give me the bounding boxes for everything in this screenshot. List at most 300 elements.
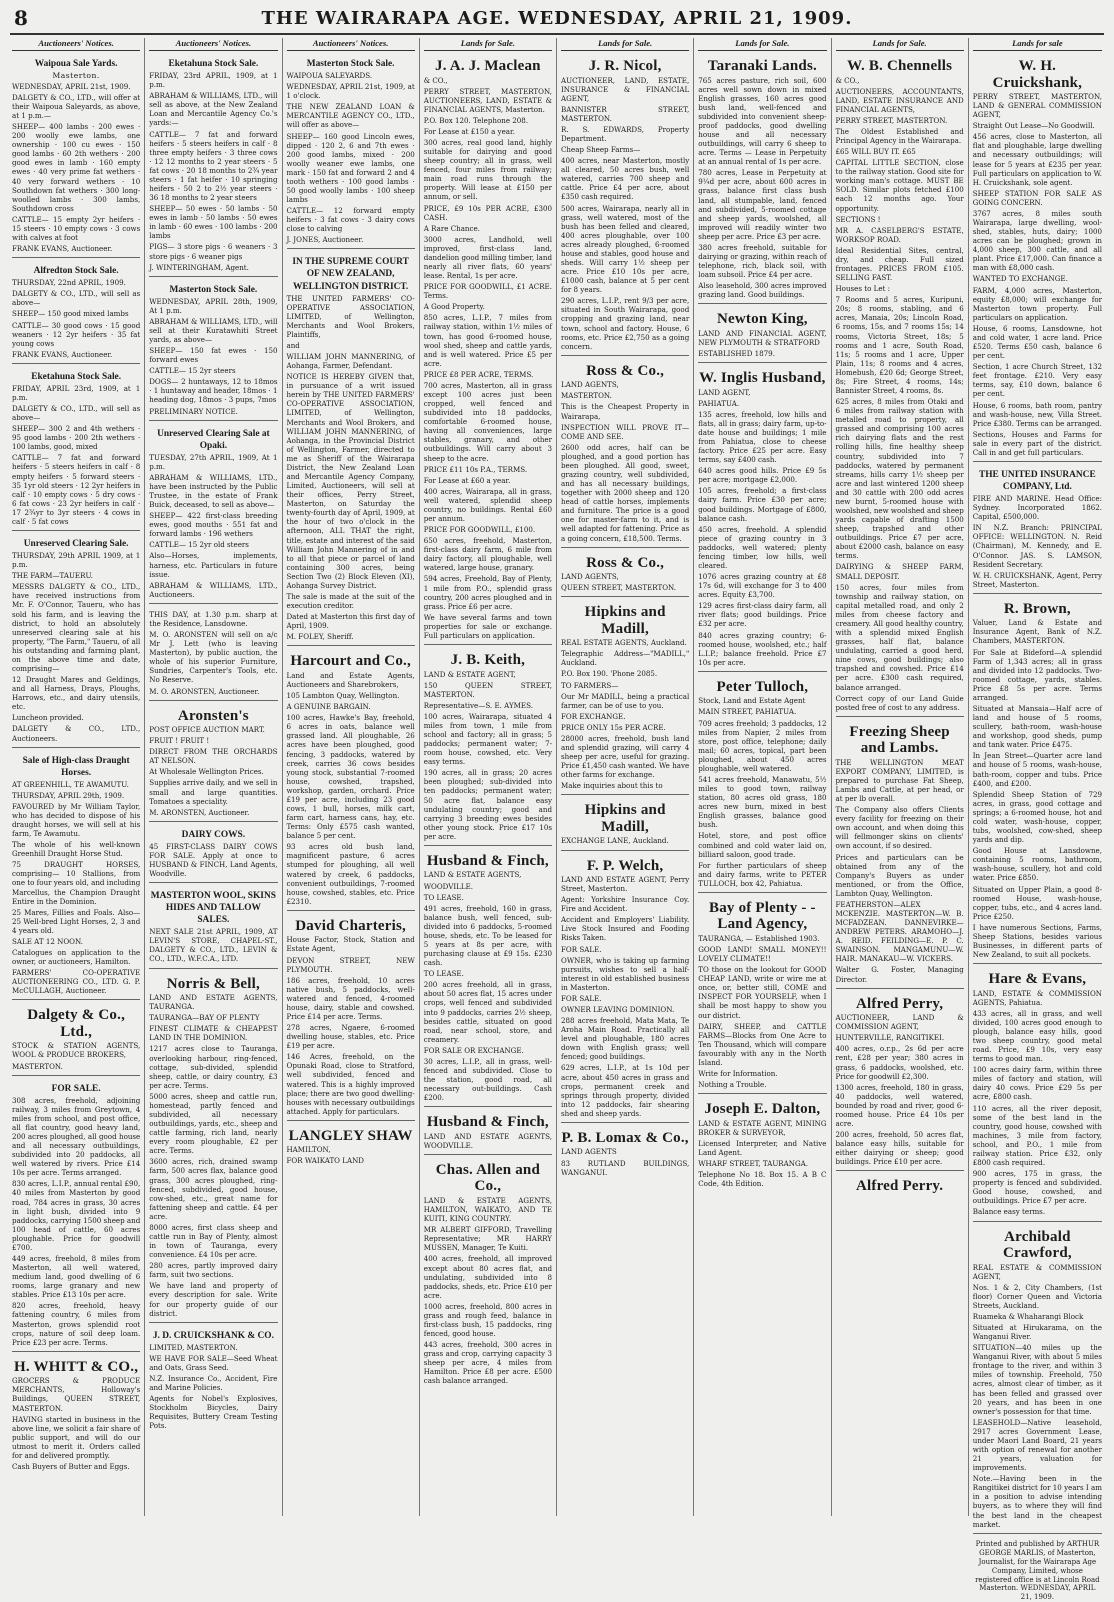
ad-paragraph: 594 acres, Freehold, Bay of Plenty, 1 mile from P.O., splendid grass country, 200 acres ploughed and in grass. Price £6 per acre. bbox=[423, 574, 552, 611]
ad-paragraph: 7 Rooms and 5 acres, Kuripuni, 20s; 8 rooms, stabling, and 6 acres, Manaia, 20s; Lincoln Road, 6 rooms, 15s, and 7 rooms 15s; 14 rooms, Victoria Street, 18s; 5 rooms and 1 acre, South Road, 11s; 5 rooms and 1 acre, Upper Plain, 11s; 8 rooms and 4 acres, Homebush, £20 6d; George Street, 8s; Fire Street, 4 rooms, 14s; Bannister Street, 4 rooms, 8s. bbox=[835, 295, 964, 395]
ad-paragraph: J. WINTERINGHAM, Agent. bbox=[149, 262, 249, 272]
ad-paragraph: 110 acres, all the river deposit, some of the best land in the country, good house, cowshed with machines, 3 mile from factory, school, and P.O., 1 mile from railway station. Price £32, only £800 cash required. bbox=[972, 1103, 1102, 1168]
advertisement bbox=[836, 992, 964, 1172]
ad-place: Masterton. bbox=[52, 71, 100, 81]
ad-paragraph: THURSDAY, 22nd APRIL, 1909. bbox=[12, 278, 126, 288]
ad-paragraph: ABRAHAM & WILLIAMS, LTD., will sell as above, at the New Zealand Loan and Mercantile Agency Co.'s yards:— bbox=[149, 91, 278, 128]
ad-title: MASTERTON WOOL, SKINS HIDES AND TALLOW SALES. bbox=[150, 891, 276, 926]
advertisement bbox=[698, 896, 826, 1094]
ad-paragraph: 8000 acres, first class sheep and cattle run in Bay of Plenty, almost in town of Tauranga, every convenience. £4 10s per acre. bbox=[149, 1222, 278, 1260]
ad-paragraph: TAURANGA, — Established 1903. bbox=[698, 933, 820, 943]
ad-paragraph: 820 acres, freehold, heavy fattening country, 6 miles from Masterton, grows splendid root crops, nature of soil deep loam. Price £23 per acre. Terms. bbox=[12, 1301, 141, 1347]
ad-paragraph: Nothing a Trouble. bbox=[698, 1080, 767, 1090]
ad-paragraph: FRIDAY, 23rd APRIL, 1909, at 1 p.m. bbox=[149, 71, 278, 90]
ad-paragraph: FINEST CLIMATE & CHEAPEST LAND IN THE DOMINION. bbox=[149, 1024, 278, 1043]
ad-paragraph: WEDNESDAY, APRIL 21st, 1909, at 1 o'clock. bbox=[286, 82, 415, 101]
ad-paragraph: SHEEP— 150 good mixed lambs bbox=[12, 309, 129, 319]
advertisement bbox=[973, 465, 1102, 594]
advertisement bbox=[561, 854, 689, 1123]
ad-title: W. H. Cruickshank, bbox=[992, 58, 1083, 91]
ad-paragraph: MAIN STREET, PAHIATUA. bbox=[698, 707, 797, 717]
ad-paragraph: EXCHANGE LANE, Auckland. bbox=[561, 836, 669, 846]
ad-paragraph: DIRECT FROM THE ORCHARDS AT NELSON. bbox=[149, 747, 278, 766]
ad-paragraph: MR ALBERT GIFFORD, Travelling Representative; MR HARRY MUSSEN, Manager, Te Kuiti. bbox=[423, 1225, 552, 1253]
ad-paragraph: Make inquiries about this to bbox=[561, 781, 663, 791]
ad-paragraph: Luncheon provided. bbox=[12, 713, 84, 723]
ad-paragraph: N.Z. Insurance Co., Accident, Fire and Marine Policies. bbox=[149, 1373, 278, 1393]
ad-paragraph: 135 acres, freehold, low hills and flats, all in grass; dairy farm, up-to-date house and buildings; 1 mile from Pahiatua, close to cheese factory. Price £25 per acre. Easy terms, say £400 cash. bbox=[698, 409, 827, 465]
ad-title: Chas. Allen and Co., bbox=[435, 1161, 541, 1195]
ad-paragraph: 75 DRAUGHT HORSES, comprising— 10 Stallions, from one to four years old, and including Marcellus, the Champion Draught Entire in the Dominion. bbox=[12, 860, 141, 906]
ad-paragraph: 1000 acres, freehold, 800 acres in grass and rough feed, balance in first-class bush, 15 paddocks, ring fenced, good house. bbox=[423, 1301, 552, 1339]
advertisement bbox=[12, 751, 140, 1001]
advertisement bbox=[424, 1110, 552, 1155]
ad-paragraph: SITUATION—40 miles up the Wanganui River, with about 5 miles frontage to the river, and within 3 miles of township. Freehold, 750 acres, almost clear of timber, as it has been felled and grassed over 20 years, and has been in one owner's possession for that time. bbox=[972, 1343, 1102, 1416]
columns-container bbox=[8, 38, 1106, 1602]
ad-paragraph: Land and Estate Agents, Auctioneers and Sharebrokers, bbox=[286, 670, 415, 689]
ad-paragraph: THE NEW ZEALAND LOAN & MERCANTILE AGENCY CO., LTD., will offer as above— bbox=[286, 102, 415, 130]
advertisement bbox=[287, 914, 415, 1121]
ad-paragraph: FRIDAY, APRIL 23rd, 1909, at 1 p.m. bbox=[12, 383, 141, 402]
newspaper-title: THE WAIRARAPA AGE. WEDNESDAY, APRIL 21, 1909. bbox=[261, 8, 853, 29]
ad-title: Freezing Sheep and Lambs. bbox=[849, 723, 950, 757]
ad-title: Alfred Perry, bbox=[855, 995, 944, 1012]
ad-paragraph: 190 acres, all in grass; 20 acres been ploughed; sub-divided into ten paddocks; permanent water; 50 acre flat, balance easy undulating country; good and carrying 3 breeding ewes besides other young stock. Price £17 10s per acre. bbox=[423, 768, 552, 841]
ad-paragraph: 300 acres, real good land, highly suitable for dairying and good sheep country; all in grass, well fenced, four miles from railway; main road runs through the property. Will lease at £150 per annum, or sell. bbox=[423, 137, 552, 202]
ad-paragraph: and bbox=[286, 340, 300, 350]
ad-paragraph: 491 acres, freehold, 160 in grass, balance bush, well fenced, sub-divided into 6 paddocks, 5-roomed house, sheds, etc. To be leased for 5 years at 8s per acre, with purchasing clause at £9 15s. £230 cash. bbox=[423, 903, 552, 968]
ad-paragraph: SHEEP STATION FOR SALE AS GOING CONCERN. bbox=[972, 188, 1102, 207]
ad-paragraph: 12 Draught Mares and Geldings, and all Harness, Drays, Ploughs, Harrows, etc., and dairy utensils, etc. bbox=[12, 675, 141, 712]
ad-title: Ross & Co., bbox=[586, 554, 665, 571]
ad-paragraph: PRICE, £9 10s PER ACRE, £300 CASH. bbox=[423, 203, 552, 222]
ad-paragraph: MR A. CASELBERG'S ESTATE, WORKSOP ROAD. bbox=[835, 225, 964, 244]
column-heading: Auctioneers' Notices. bbox=[287, 38, 415, 51]
ad-paragraph: 28000 acres, freehold, bush land and splendid grazing, will carry 4 sheep per acre, useful for grazing. Price £1,450 cash wanted. We have other farms for exchange. bbox=[561, 733, 690, 780]
ad-paragraph: I have numerous Sections, Farms, Sheep Stations, besides various Businesses, in different parts of New Zealand, to suit all pockets. bbox=[972, 922, 1102, 960]
ad-paragraph: The whole of his well-known Greenhill Draught Horse Stud. bbox=[12, 840, 141, 859]
ad-paragraph: M. O. ARONSTEN, Auctioneer. bbox=[149, 686, 260, 696]
ad-title: Aronsten's bbox=[177, 707, 249, 724]
ad-title: Ross & Co., bbox=[586, 362, 665, 379]
ad-paragraph: STOCK & STATION AGENTS, WOOL & PRODUCE BROKERS, bbox=[12, 1041, 141, 1060]
ad-paragraph: LAND & ESTATE AGENTS, HAMILTON, WAIKATO, AND TE KUITI, KING COUNTRY. bbox=[423, 1195, 552, 1224]
ad-paragraph: CATTLE— 30 good cows · 15 good weaners · 12 2yr heifers · 35 fat young cows bbox=[12, 320, 141, 348]
ad-paragraph: AUCTIONEER, LAND, ESTATE, INSURANCE & FINANCIAL AGENT, bbox=[561, 75, 690, 103]
ad-title: LANGLEY SHAW bbox=[288, 1127, 413, 1144]
ad-paragraph: LAND & ESTATE AGENT, MINING BROKER & SURVEYOR, bbox=[698, 1118, 827, 1137]
ad-paragraph: LAND AGENTS, bbox=[561, 380, 619, 390]
ad-paragraph: CATTLE— 7 fat and forward heifers · 5 steers heifers in calf · 8 three empty heifers · 3 three cows · 12 12 months to 2 year steers · 5 fat cows · 20 18 months to 2¾ year steers · 1 fat heifer · 10 springing heifers · 50 2 to 2½ year steers · 36 18 months to 2 year steers bbox=[149, 129, 278, 203]
ad-paragraph: FIRE AND MARINE. Head Office: Sydney. Incorporated 1862. Capital, £500,000. bbox=[972, 494, 1102, 522]
ad-title: J. A. J. Maclean bbox=[435, 58, 541, 74]
ad-title: Masterton Stock Sale. bbox=[169, 284, 258, 295]
advertisement bbox=[424, 849, 552, 1107]
ad-paragraph: LAND & ESTATE AGENTS, bbox=[423, 870, 522, 880]
ad-paragraph: Section, 1 acre Church Street, 132 feet frontage. £210. Very easy terms, say, £10 down, balance 6 per cent. bbox=[972, 362, 1102, 399]
ad-paragraph: 640 acres good hills. Price £9 5s per acre; mortgage £2,000. bbox=[698, 466, 827, 485]
ad-paragraph: 541 acres freehold, Manawatu, 5½ miles to good town, railway station, 80 acres old grass, 180 acres new burn, mixed in best English grasses, balance good bush. bbox=[698, 775, 827, 830]
ad-title: Newton King, bbox=[717, 311, 808, 328]
advertisement bbox=[561, 600, 689, 795]
ad-paragraph: TO LEASE. bbox=[423, 892, 464, 902]
ad-title: J. R. Nicol, bbox=[588, 58, 662, 74]
ad-title: Masterton Stock Sale. bbox=[306, 59, 395, 69]
ad-paragraph: 709 acres freehold; 3 paddocks, 12 miles from Napier, 2 miles from store, post office, telephone; daily mail; 60 acres, topical, part been ploughed, about 450 acres ploughable, well watered. bbox=[698, 718, 827, 773]
ad-paragraph: PRICE FOR GOODWILL, £100. bbox=[423, 525, 536, 535]
ad-title: Eketahuna Stock Sale. bbox=[31, 371, 122, 382]
ad-paragraph: THE WELLINGTON MEAT EXPORT COMPANY, LIMITED, is prepared to purchase Fat Sheep, Lambs and Cattle, at per head, or at per lb overall. bbox=[835, 757, 964, 804]
ad-paragraph: BANNISTER STREET, MASTERTON. bbox=[561, 104, 690, 123]
ad-paragraph: Hotel, store, and post office combined and cold water laid on, billiard saloon, good trade. bbox=[698, 831, 827, 859]
ad-paragraph: IN N.Z. Branch: PRINCIPAL OFFICE: WELLINGTON. N. Reid (Chairman), M. Kennedy, and E. O'Connor. JAS. S. LAMSON, Resident Secretary. bbox=[972, 523, 1102, 569]
ad-title: J. B. Keith, bbox=[450, 652, 526, 669]
advertisement bbox=[149, 424, 277, 604]
ad-title: IN THE SUPREME COURT OF NEW ZEALAND, WELLINGTON DISTRICT. bbox=[292, 257, 409, 292]
column-heading: Auctioneers' Notices. bbox=[149, 38, 277, 51]
ad-paragraph: DEVON STREET, NEW PLYMOUTH. bbox=[286, 955, 415, 974]
ad-paragraph: 400 acres, near Masterton, mostly all cleared, 50 acres bush, well watered, carries 700 sheep and cattle. Price £4 per acre, about £350 cash required. bbox=[561, 156, 690, 202]
advertisement bbox=[287, 54, 415, 249]
ad-paragraph: Agent: Yorkshire Insurance Coy. Fire and Accident. bbox=[561, 895, 690, 914]
advertisement bbox=[287, 1124, 415, 1170]
ad-paragraph: NEXT SALE 21st APRIL, 1909, AT LEVIN'S STORE, CHAPEL-ST., DALGETY & CO., LTD., LEVIN & CO., LTD., W.F.C.A., LTD. bbox=[149, 927, 278, 964]
ad-title: Unreserved Clearing Sale at Opaki. bbox=[157, 428, 270, 451]
ad-paragraph: 400 acres, freehold, all improved except about 80 acres flat, and undulating, subdivided into 8 paddocks, sheds, etc. Price £10 per acre. bbox=[423, 1254, 552, 1300]
ad-paragraph: J. JONES, Auctioneer. bbox=[286, 235, 364, 245]
ad-paragraph: This is the Cheapest Property in Wairarapa, bbox=[561, 402, 690, 421]
column-heading: Lands for Sale. bbox=[561, 38, 689, 51]
ad-title: THE UNITED INSURANCE COMPANY, Ltd. bbox=[979, 469, 1096, 492]
newspaper-column bbox=[8, 38, 145, 1516]
advertisement bbox=[973, 54, 1102, 462]
ad-title: Archibald Crawford, bbox=[1002, 1228, 1072, 1261]
advertisement bbox=[836, 54, 964, 717]
ad-paragraph: NOTICE IS HEREBY GIVEN that, in pursuance of a writ issued herein by THE UNITED FARMERS' CO-OPERATIVE ASSOCIATION, LIMITED, of Wellington, Merchants and Wool Brokers, and WILLIAM JOHN MANNERING, of Aohanga, in the Provincial District of Wellington, Farmer, directed to me as Sheriff of the Wairarapa District, the New Zealand Loan and Mercantile Agency Company, Limited, Auctioneers, will sell at their offices, Perry Street, Masterton, on Saturday the twenty-fourth day of April, 1909, at the hour of two o'clock in the afternoon, ALL THAT the right, title, estate and interest of the said William John Mannering of in and to all that piece or parcel of land containing 300 acres, being Section Two (2) Block Eleven (XI), Aohanga Survey District. bbox=[286, 372, 415, 590]
advertisement bbox=[561, 551, 689, 598]
ad-paragraph: Situated at Hirukarama, on the Wanganui River. bbox=[972, 1322, 1102, 1342]
ad-paragraph: 433 acres, all in grass, and well divided, 100 acres good enough to plough, balance easy hills, good two sheep country, good metal road. Price, £9 10s, very easy terms to good man. bbox=[972, 1008, 1102, 1064]
ad-paragraph: 1217 acres close to Tauranga, overlooking harbour, ring-fenced, cottage, sub-divided, splendid sheep, cattle, or dairy country, £3 per acre. Terms. bbox=[149, 1044, 278, 1090]
ad-title: Joseph E. Dalton, bbox=[704, 1101, 821, 1118]
ad-paragraph: PERRY STREET, MASTERTON. bbox=[835, 115, 948, 125]
advertisement bbox=[12, 1355, 140, 1475]
ad-paragraph: OWNER LEAVING DOMINION. bbox=[561, 1005, 675, 1015]
ad-paragraph: 280 acres, partly improved dairy farm, suit two sections. bbox=[149, 1261, 278, 1280]
ad-paragraph: ESTABLISHED 1879. bbox=[698, 349, 775, 359]
ad-title: Harcourt and Co., bbox=[290, 653, 411, 670]
ad-title: Unreserved Clearing Sale. bbox=[23, 539, 129, 550]
advertisement bbox=[149, 886, 277, 968]
ad-paragraph: HUNTERVILLE, RANGITIKEI. bbox=[835, 1033, 945, 1043]
advertisement bbox=[149, 607, 277, 701]
ad-paragraph: 30 acres, L.I.P., all in grass, well-fenced and subdivided. Close to the station, good road, all necessary out-buildings. Cash £200. bbox=[423, 1056, 552, 1103]
advertisement bbox=[424, 648, 552, 846]
ad-paragraph: W. H. CRUICKSHANK, Agent, Perry Street, Masterton. bbox=[972, 570, 1102, 589]
ad-paragraph: 900 acres, 175 in grass, the property is fenced and subdivided. Good house, cowshed, and outbuildings. Price £7 per acre. bbox=[972, 1169, 1102, 1206]
ad-paragraph: PRICE ONLY 15s PER ACRE. bbox=[561, 722, 666, 732]
ad-paragraph: 5000 acres, sheep and cattle run, homestead, partly fenced and subdivided, all necessary outbuildings, yards, etc., sheep and cattle farming, rich land, nearly every room ploughable, £2 per acre. Terms. bbox=[149, 1091, 278, 1156]
newspaper-column bbox=[420, 38, 557, 1516]
ad-paragraph: 765 acres pasture, rich soil, 600 acres well sown down in mixed English grasses, 160 acres good bush land, well-fenced and subdivided into convenient sheep-proof paddocks, good dwelling house and all necessary outbuildings, will carry 6 sheep to acre. Terms — Lease in Perpetuity at an annual rental of 1s per acre. bbox=[698, 75, 827, 167]
ad-paragraph: The sale is made at the suit of the execution creditor. bbox=[286, 592, 415, 611]
advertisement bbox=[698, 1097, 826, 1192]
ad-paragraph: House, 6 rooms, Lansdowne, hot and cold water, 1 acre land. Price £520. Terms £50 cash, balance 6 per cent. bbox=[972, 323, 1102, 361]
ad-paragraph: 400 acres, Wairarapa, all in grass, well watered, splendid sheep country, no buildings. Rental £60 per annum. bbox=[423, 486, 552, 524]
ad-title: Hipkins and Madill, bbox=[584, 802, 666, 835]
ad-paragraph: Also—Horses, implements, harness, etc. Particulars in future issue. bbox=[149, 551, 278, 579]
ad-title: Waipoua Sale Yards. bbox=[34, 59, 118, 69]
ad-paragraph: TO FARMERS— bbox=[561, 680, 619, 690]
ad-paragraph: Accident and Employers' Liability. Live Stock Insured and Fooding Risks Taken. bbox=[561, 915, 690, 943]
ad-paragraph: TAURANGA—BAY OF PLENTY bbox=[149, 1013, 260, 1023]
ad-paragraph: WHARF STREET, TAURANGA. bbox=[698, 1159, 809, 1168]
advertisement bbox=[561, 1126, 689, 1181]
ad-title: Dalgety & Co., Ltd., bbox=[27, 1007, 126, 1040]
newspaper-column bbox=[969, 38, 1106, 1602]
ad-paragraph: LAND AGENTS, bbox=[561, 572, 619, 582]
ad-paragraph: DALGETY & CO., LTD., will sell as above— bbox=[12, 289, 141, 308]
ad-paragraph: A Good Property. bbox=[423, 302, 485, 312]
advertisement bbox=[12, 54, 140, 258]
ad-paragraph: Supplies arrive daily, and we sell in small and large quantities. Tomatoes a speciality. bbox=[149, 778, 278, 806]
ad-paragraph: FRANK EVANS, Auctioneer. bbox=[12, 244, 113, 254]
ad-paragraph: FOR WAIKATO LAND bbox=[286, 1156, 364, 1166]
ad-paragraph: M. FOLEY, Sheriff. bbox=[286, 632, 354, 642]
advertisement bbox=[698, 54, 826, 304]
ad-paragraph: GOOD LAND! SMALL MONEY!! LOVELY CLIMATE!! bbox=[698, 945, 827, 964]
ad-paragraph: Note.—Having been in the Rangitikei district for 10 years I am in a position to advise intending buyers, as to where they will find the best land in the cheapest market. bbox=[972, 1474, 1102, 1529]
ad-title: Sale of High-class Draught Horses. bbox=[22, 755, 130, 778]
ad-paragraph: DALGETY & CO., LTD., will sell as above— bbox=[12, 404, 141, 423]
ad-title: W. B. Chennells bbox=[847, 58, 953, 74]
ad-paragraph: THE FARM—TAUERU. bbox=[12, 571, 94, 581]
ad-paragraph: 146 Acres, freehold, on the Opunaki Road, close to Stratford, well subdivided, fenced and watered. This is a highly improved place; there are two good dwelling-houses with necessary outbuildings attached. Apply for particulars. bbox=[286, 1052, 415, 1116]
masthead-rule bbox=[10, 33, 1104, 35]
ad-paragraph: 45 FIRST-CLASS DAIRY COWS FOR SALE. Apply at once to HUSBAND & FINCH, Land Agents, Woodville. bbox=[149, 841, 278, 879]
ad-paragraph: FARMERS' CO-OPERATIVE AUCTIONEERING CO., LTD. G. P. McCULLAGH, Auctioneer. bbox=[12, 968, 141, 996]
advertisement bbox=[149, 1326, 277, 1435]
ad-paragraph: FEATHERSTON—ALEX MCKENZIE. MASTERTON—W. B. MCFADZEAN. DANNEVIRKE—ANDREW PETERS. ARAMOHO—J. A. REID. FEILDING—E. P. C. SWAINSON. MANGAMUNU—W. HAIR. MANAKAU—W. VICKERS. bbox=[835, 899, 964, 964]
advertisement bbox=[287, 252, 415, 646]
ad-paragraph: Walter G. Foster, Managing Director. bbox=[835, 965, 964, 984]
ad-paragraph: LAND AGENT, bbox=[698, 387, 751, 397]
ad-paragraph: QUEEN STREET, MASTERTON. bbox=[561, 583, 677, 593]
ad-paragraph: Sections, Houses and Farms for sale in every part of the district. Call in and get full particulars. bbox=[972, 429, 1102, 457]
ad-paragraph: 450 acres, freehold. A splendid piece of grazing country in 3 paddocks, well watered; plenty fencing timber, low hills, well cleared. bbox=[698, 524, 827, 571]
ad-paragraph: WE HAVE FOR SALE—Seed Wheat and Oats, Grass Seed. bbox=[149, 1353, 278, 1372]
ad-paragraph: Cash Buyers of Butter and Eggs. bbox=[12, 1461, 130, 1471]
ad-paragraph: TUESDAY, 27th APRIL, 1909, At 1 p.m. bbox=[149, 452, 278, 471]
ad-paragraph: Agents for Nobel's Explosives, Stockholm Bicycles, Dairy Requisites, Buttery Cream Testing Pots. bbox=[149, 1394, 278, 1431]
ad-paragraph: 400 acres, o.r.p., 2s 6d per acre rent, £28 per year; 380 acres in grass, 6 paddocks, woolshed, etc. Price for goodwill £2,300. bbox=[835, 1044, 964, 1081]
advertisement bbox=[836, 720, 964, 989]
ad-paragraph: House, 6 rooms, bath room, pantry and wash-house, new, Villa Street. Price £380. Terms can be arranged. bbox=[972, 400, 1102, 428]
ad-paragraph: 625 acres, 8 miles from Otaki and 6 miles from railway station with metalled road to property, all grassed and comprising 100 acres rich dairying flats and the rest rolling hills, fine healthy sheep country, subdivided into 7 paddocks, watered by permanent streams, hills carry 1½ sheep per acre and last wintered 1200 sheep and 30 cattle with 200 odd acres new burnt, 5-roomed house with woolshed, new woolshed and sheep yards capable of drafting 1500 sheep, trapshed and other outbuildings. Price £7 per acre, about £2000 cash, balance on easy terms. bbox=[835, 397, 964, 561]
ad-paragraph: Valuer, Land & Estate and Insurance Agent, Bank of N.Z. Chambers, MASTERTON. bbox=[972, 618, 1102, 646]
ad-paragraph: 278 acres, Ngaere, 6-roomed dwelling house, stables, etc. Price £19 per acre. bbox=[286, 1023, 415, 1051]
ad-title: Taranaki Lands. bbox=[707, 58, 817, 74]
ad-paragraph: 3600 acres, rich, drained swamp farm, 500 acres flax, balance good grass, 300 acres ploughed, ring-fenced, subdivided, good house, cow-shed, etc., great name for fattening sheep and cattle. £4 per acre. bbox=[149, 1157, 278, 1221]
ad-paragraph: DAIRY, SHEEP, and CATTLE FARMS—Blocks from One Acre to Ten Thousand, which will compare favourably with any in the North Island. bbox=[698, 1021, 827, 1067]
ad-paragraph: REAL ESTATE & COMMISSION AGENT, bbox=[972, 1262, 1102, 1281]
ad-paragraph: HAVING started in business in the above line, we solicit a fair share of public support, and will do our utmost to merit it. Orders called for and delivered promptly. bbox=[12, 1414, 141, 1460]
ad-paragraph: R. S. EDWARDS, Property Department. bbox=[561, 124, 690, 143]
ad-paragraph: LAND AND ESTATE AGENT, Perry Street, Masterton. bbox=[561, 875, 690, 894]
ad-paragraph: PRICE £8 PER ACRE, TERMS. bbox=[423, 369, 534, 379]
ad-paragraph: MASTERTON. bbox=[12, 1061, 63, 1071]
newspaper-column bbox=[283, 38, 420, 1516]
ad-paragraph: The Company also offers Clients every facility for freezing on their own account, and when doing this will fellmonger skins on clients' own account, if so desired. bbox=[835, 805, 964, 851]
ad-paragraph: DALGETY & CO., LTD., will offer at their Waipoua Saleyards, as above, at 1 p.m.— bbox=[12, 92, 141, 120]
ad-title: P. B. Lomax & Co., bbox=[561, 1129, 689, 1146]
ad-paragraph: 380 acres freehold, suitable for dairying or grazing, within reach of telephone, rich, black soil, with loam subsoil. Price £4 per acre. bbox=[698, 242, 827, 280]
ad-paragraph: WEDNESDAY, APRIL 21st, 1909. bbox=[12, 81, 131, 91]
ad-paragraph: 100 acres, Wairarapa, situated 4 miles from town, 1 mile from school and factory; all in grass; 5 paddocks; permanent water; 7-room house, cowshed, etc. Very easy terms. bbox=[423, 711, 552, 767]
ad-paragraph: FOR SALE. bbox=[561, 944, 602, 954]
ad-paragraph: AT GREENHILL, TE AWAMUTU. bbox=[12, 779, 129, 789]
ad-paragraph: The Oldest Established and Principal Agency in the Wairarapa. bbox=[835, 126, 964, 145]
ad-paragraph: THIS DAY, at 1.30 p.m. sharp at the Residence, Lansdowne. bbox=[149, 609, 278, 628]
ad-paragraph: For Lease at £60 a year. bbox=[423, 475, 511, 485]
advertisement bbox=[698, 307, 826, 363]
column-heading: Lands for sale bbox=[973, 38, 1102, 51]
ad-paragraph: SHEEP— 422 first-class breeding ewes, good mouths · 551 fat and forward lambs · 196 wethers bbox=[149, 511, 278, 539]
ad-paragraph: Telephone No 18. Box 15. A B C Code, 4th Edition. bbox=[698, 1170, 827, 1189]
ad-paragraph: OWNER, who is taking up farming pursuits, wishes to sell a half-interest in old established business in Masterton. bbox=[561, 955, 690, 992]
ad-paragraph: 700 acres, Masterton, all in grass except 100 acres just been cropped, well fenced and subdivided into 18 paddocks, comfortable 6-roomed house, having all conveniences, large stables, granary, and other outbuildings. Will carry about 3 sheep to the acre. bbox=[423, 380, 552, 463]
ad-paragraph: 443 acres, freehold, 300 acres in grass and crop, carrying capacity 3 sheep per acre, 4 miles from Hamilton. Price £8 per acre. £500 cash balance arranged. bbox=[423, 1340, 552, 1386]
advertisement bbox=[12, 1079, 140, 1352]
ad-paragraph: AUCTIONEER, LAND & COMMISSION AGENT, bbox=[835, 1013, 964, 1032]
advertisement bbox=[973, 597, 1102, 964]
ad-paragraph: Licensed Interpreter, and Native Land Agent. bbox=[698, 1138, 827, 1157]
ad-paragraph: PRICE FOR GOODWILL, £1 ACRE. Terms. bbox=[423, 282, 552, 301]
ad-paragraph: FRANK EVANS, Auctioneer. bbox=[12, 349, 113, 359]
ad-paragraph: LAND AND ESTATE AGENTS, TAURANGA. bbox=[149, 993, 278, 1012]
ad-title: Alfred Perry. bbox=[855, 1178, 944, 1195]
advertisement bbox=[698, 675, 826, 893]
ad-paragraph: Our Mr MADILL, being a practical farmer, can be of use to you. bbox=[561, 691, 690, 710]
ad-title: Husband & Finch, bbox=[426, 1114, 549, 1131]
advertisement bbox=[973, 1225, 1102, 1534]
ad-paragraph: SHEEP— 400 lambs · 200 ewes · 200 woolly ewe lambs, one ownership · 100 cu ewes · 150 good lambs · 60 2th wethers · 200 good ewes in lamb · 160 empty ewes · 40 very prime fat wethers · 40 very forward wethers · 10 Southdown fat wethers · 300 long-woolled lambs · 300 lambs, Southdown cross bbox=[12, 122, 141, 213]
ad-paragraph: For Sale at Bideford—A splendid Farm of 1,343 acres; all in grass and divided into 12 paddocks. Two-roomed cottage, yards, stables. Price £8 5s per acre. Terms arranged. bbox=[972, 647, 1102, 702]
ad-paragraph: 129 acres first-class dairy farm, all river flats; good buildings. Price £32 per acre. bbox=[698, 601, 827, 629]
ad-paragraph: Cheap Sheep Farms— bbox=[561, 145, 641, 155]
ad-paragraph: FOR EXCHANGE. bbox=[561, 711, 626, 721]
ad-paragraph: For further particulars of sheep and dairy farms, write to PETER TULLOCH, box 42, Pahiatua. bbox=[698, 860, 827, 888]
column-heading: Lands for Sale. bbox=[698, 38, 826, 51]
ad-paragraph: PAHIATUA. bbox=[698, 398, 740, 408]
ad-paragraph: 3000 acres, Landhold, well improved, first-class land, dandelion good milling timber, land nearly all river flats, 60 years' lease. Rental, 1s per acre. bbox=[423, 234, 552, 281]
advertisement bbox=[424, 1158, 552, 1390]
ad-paragraph: FOR SALE. bbox=[561, 993, 602, 1003]
ad-paragraph: 150 QUEEN STREET, MASTERTON. bbox=[423, 680, 552, 699]
ad-paragraph: At Wholesale Wellington Prices. bbox=[149, 767, 264, 777]
advertisement bbox=[973, 967, 1102, 1221]
ad-paragraph: REAL ESTATE AGENTS, Auckland. bbox=[561, 638, 687, 648]
ad-paragraph: Situated on Upper Plain, a good 8-roomed House, wash-house, copper, tubs, etc., and 4 acres land. Price £250. bbox=[972, 884, 1102, 921]
ad-title: FOR SALE. bbox=[51, 1083, 101, 1094]
ad-paragraph: HAMILTON, bbox=[286, 1145, 331, 1155]
ad-paragraph: 500 acres, Wairarapa, nearly all in grass, well watered, most of the bush has been felled and cleared, 400 acres ploughable, over 100 acres already ploughed, 6-roomed house and stables, good house and sheds. Will carry 1½ sheep per acre. Price £10 10s per acre, £1000 cash, balance at 5 per cent for 8 years. bbox=[561, 203, 690, 295]
ad-paragraph: In Jean Street—Quarter acre land and house of 5 rooms, wash-house, bath-room, copper and tubs. Price £400, and £200. bbox=[972, 751, 1102, 788]
ad-title: Peter Tulloch, bbox=[716, 678, 809, 695]
ad-paragraph: ABRAHAM & WILLIAMS, LTD., Auctioneers. bbox=[149, 580, 278, 599]
ad-paragraph: WILLIAM JOHN MANNERING, of Aohanga, Farmer, Defendant. bbox=[286, 352, 415, 371]
ad-paragraph: PERRY STREET, MASTERTON, AUCTIONEERS, LAND, ESTATE & FINANCIAL AGENTS, Masterton. bbox=[423, 86, 552, 114]
ad-paragraph: 93 acres old bush land, magnificent pasture, 6 acres stumped for ploughing, all well watered by creek, 6 paddocks, convenient outbuildings, 7-roomed house, cowshed, stables, etc. Price £2310. bbox=[286, 842, 415, 906]
ad-paragraph: DOGS— 2 huntaways, 12 to 18mos · 1 huntaway and header, 18mos · 1 heading dog, 18mos · 3 pups, 7mos bbox=[149, 377, 278, 405]
ad-paragraph: CATTLE— 15 empty 2yr heifers · 15 steers · 10 empty cows · 3 cows with calves at foot bbox=[12, 214, 141, 242]
column-heading: Lands for Sale. bbox=[424, 38, 552, 51]
ad-paragraph: Stock, Land and Estate Agent bbox=[698, 696, 806, 706]
ad-paragraph: 830 acres, L.I.P., annual rental £90, 40 miles from Masterton by good road, 784 acres in grass, 30 acres in light bush, divided into 9 paddocks, carrying 1500 sheep and 100 head of cattle, 60 acres ploughable. Price for goodwill £700. bbox=[12, 1179, 141, 1252]
ad-paragraph: P.O. Box 120. Telephone 208. bbox=[423, 115, 529, 125]
ad-paragraph: Good House at Lansdowne, containing 5 rooms, bathroom, wash-house, scullery, hot and cold water. Price £850. bbox=[972, 846, 1102, 883]
newspaper-column bbox=[694, 38, 831, 1516]
ad-paragraph: 449 acres, freehold, 8 miles from Masterton, all well watered, medium land, good dwelling of 6 rooms, large granary and new stables. Price £13 10s per acre. bbox=[12, 1253, 141, 1300]
ad-paragraph: 25 Mares, Fillies and Foals. Also— 25 Well-bred Light Horses, 2, 3 and 4 years old. bbox=[12, 907, 141, 935]
ad-paragraph: CATTLE— 15 2yr old steers bbox=[149, 540, 249, 550]
ad-paragraph: CATTLE— 15 2yr steers bbox=[149, 366, 236, 376]
ad-title: R. Brown, bbox=[1003, 600, 1071, 617]
ad-paragraph: INSPECTION WILL PROVE IT—COME AND SEE. bbox=[561, 422, 690, 441]
advertisement bbox=[12, 261, 140, 364]
ad-title: Husband & Finch, bbox=[426, 852, 549, 869]
ad-paragraph: Splendid Sheep Station of 729 acres, in grass, good cottage and springs; a 6-roomed house, hot and cold water, wash-house, copper, tubs, woolshed, cow-shed, sheep yards and dip. bbox=[972, 789, 1102, 845]
ad-paragraph: 100 acres, Hawke's Bay, freehold, 6 acres in oats, balance well grassed land. All ploughable, 26 acres have been ploughed, good fencing, 3 paddocks, watered by creek, carries 36 cows besides young stock, substantial 7-roomed house, cowshed, trapshed, workshop, garden, orchard. Price £19 per acre, including 23 good cows, 1 bull, horses, milk cart, farm cart, harness cans, hay, etc. Terms: Only £575 cash wanted, balance 5 per cent. bbox=[286, 713, 415, 841]
ad-paragraph: PRELIMINARY NOTICE. bbox=[149, 406, 238, 416]
advertisement bbox=[561, 359, 689, 548]
advertisement bbox=[12, 1003, 140, 1075]
ad-title: Hipkins and Madill, bbox=[584, 604, 666, 637]
ad-paragraph: WANTED TO EXCHANGE. bbox=[972, 274, 1068, 284]
ad-paragraph: 200 acres, freehold, 50 acres flat, balance easy hills, suitable for either dairying or sheep; good buildings. Price £10 per acre. bbox=[835, 1130, 964, 1167]
ad-paragraph: LAND AND ESTATE AGENTS, WOODVILLE. bbox=[423, 1131, 552, 1150]
ad-paragraph: A Rare Chance. bbox=[423, 223, 480, 233]
ad-paragraph: MASTERTON. bbox=[561, 391, 612, 401]
ad-paragraph: THE UNITED FARMERS' CO-OPERATIVE ASSOCIATION, LIMITED, of Wellington, Merchants and Wool Brokers, Plaintiffs, bbox=[286, 293, 415, 339]
masthead bbox=[0, 0, 1114, 34]
ad-paragraph: CATTLE— 7 fat and forward heifers · 5 steers heifers in calf · 8 empty heifers · 5 forward steers · 35 1yr old steers · 12 2yr heifers in calf · 10 empty cows · 5 dry cows · 6 fat cows · 23 2yr heifers in calf · 17 2¾yr to 3yr steers · 4 cows in calf · 5 fat cows bbox=[12, 453, 141, 526]
ad-paragraph: Correct copy of our Land Guide posted free of cost to any address. bbox=[835, 693, 964, 712]
ad-title: David Charteris, bbox=[295, 917, 406, 934]
advertisement bbox=[149, 704, 277, 822]
advertisement bbox=[149, 972, 277, 1323]
ad-paragraph: Catalogues on application to the owner, or auctioneers, Hamilton. bbox=[12, 948, 141, 967]
ad-title: F. P. Welch, bbox=[586, 857, 664, 874]
advertisement bbox=[836, 1174, 964, 1200]
ad-paragraph: DALGETY & CO., LTD., Auctioneers. bbox=[12, 724, 141, 743]
ad-paragraph: 290 acres, L.I.P., rent 9/3 per acre, situated in South Wairarapa, good cropping and grazing land, near town, school and factory. House, 6 rooms, etc. Price £2,750 as a going concern. bbox=[561, 296, 690, 351]
advertisement bbox=[12, 367, 140, 531]
ad-paragraph: 100 acres dairy farm, within three miles of factory and station, will dairy 40 cows. Price £29 5s per acre, £800 cash. bbox=[972, 1065, 1102, 1102]
newspaper-column bbox=[832, 38, 969, 1516]
advertisement bbox=[149, 280, 277, 421]
ad-paragraph: FOR SALE OR EXCHANGE. bbox=[423, 1045, 524, 1055]
ad-paragraph: WOODVILLE. bbox=[423, 881, 474, 891]
ad-paragraph: 650 acres, freehold, Masterton, first-class dairy farm, 6 mile from dairy factory, all ploughable, well watered, large house, granary. bbox=[423, 536, 552, 573]
ad-paragraph: 105 Lambton Quay, Wellington. bbox=[286, 691, 400, 701]
ad-paragraph: LEASEHOLD—Native leasehold, 2917 acres Government Lease, under Maori Land Board, 21 years with option of renewal for another 21 years, valuation for improvements. bbox=[972, 1417, 1102, 1473]
ad-paragraph: Dated at Masterton this first day of April, 1909. bbox=[286, 612, 415, 631]
ad-paragraph: 629 acres, L.I.P., at 1s 10d per acre, about 450 acres in grass and crops, permanent creek and springs through property, divided into 12 paddocks, fair shearing shed and sheep yards. bbox=[561, 1063, 690, 1118]
ad-paragraph: TO those on the lookout for GOOD CHEAP LAND, write or wire me at once, or, better still, COME and INSPECT FOR YOURSELF, when I shall be most happy to show you our district. bbox=[698, 965, 827, 1020]
ad-paragraph: FARM, 4,000 acres, Masterton, equity £8,000; will exchange for Masterton town property. Full particulars on application. bbox=[972, 285, 1102, 322]
ad-paragraph: SHEEP— 50 ewes · 50 lambs · 50 ewes in lamb · 50 lambs · 50 ewes in lamb · 60 ewes · 100 lambs · 200 lambs bbox=[149, 204, 278, 241]
